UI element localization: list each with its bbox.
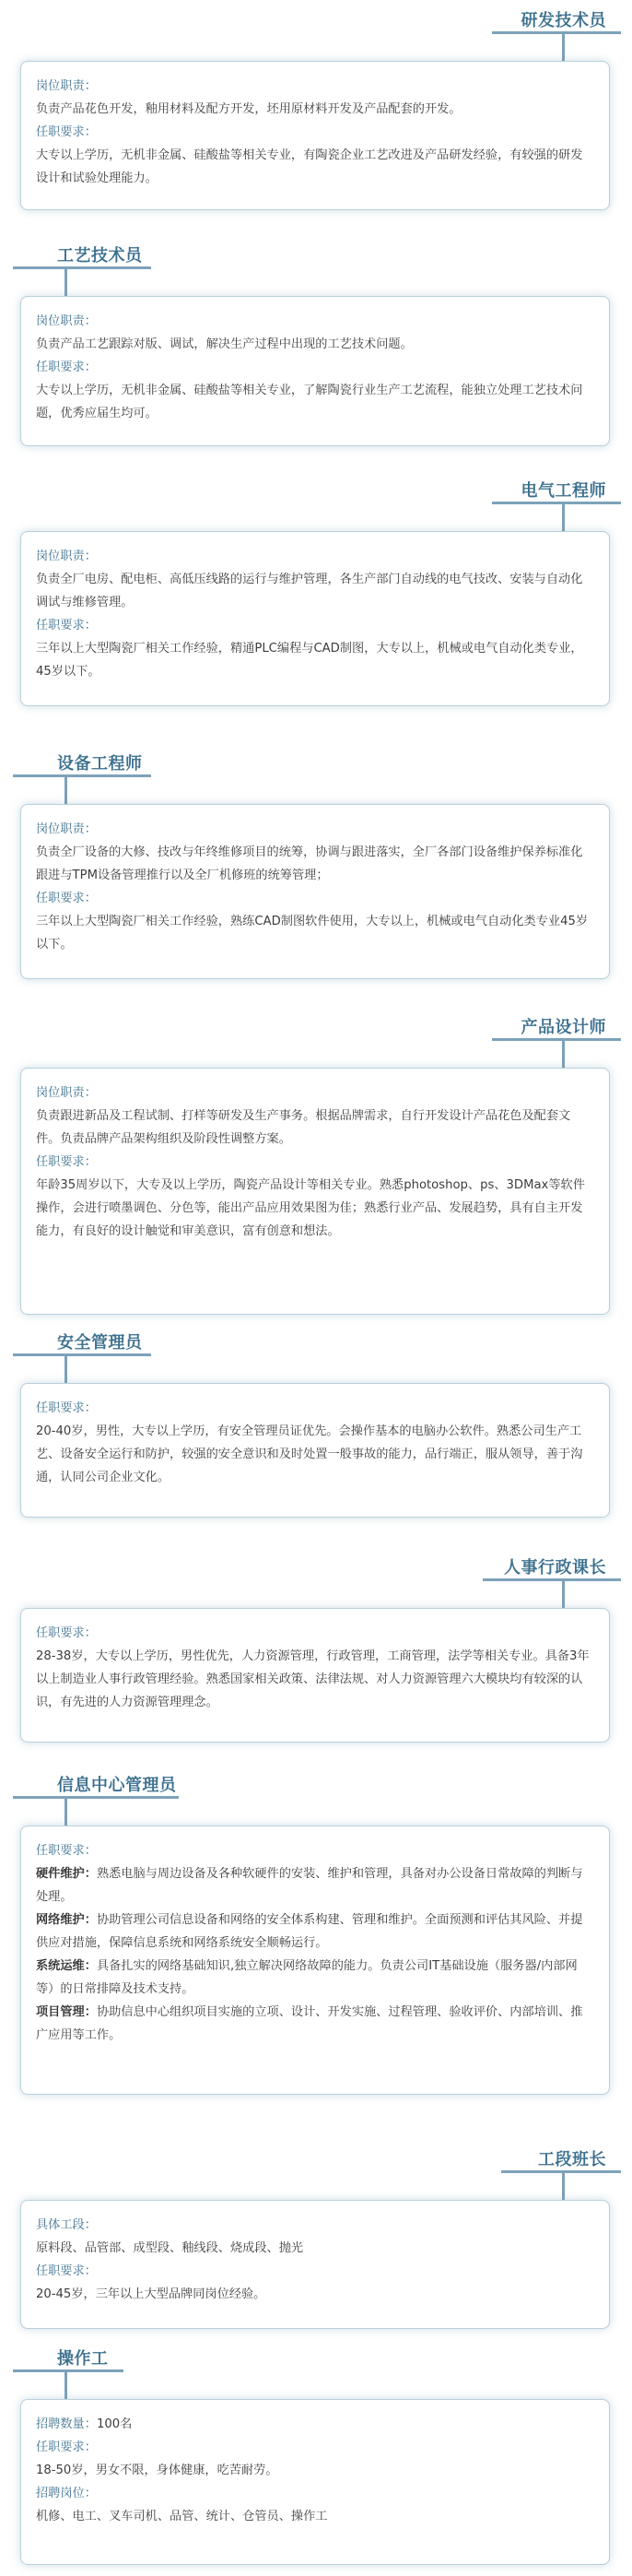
field-text: 负责全厂设备的大修、技改与年终维修项目的统筹，协调与跟进落实，全厂各部门设备维护保养标准化跟进与TPM设备管理推行以及全厂机修班的统筹管理；	[36, 845, 583, 882]
field-label: 任职要求：	[36, 360, 97, 374]
field-text: 大专以上学历，无机非金属、硅酸盐等相关专业，有陶瓷企业工艺改进及产品研发经验，有较强的研发设计和试验处理能力。	[36, 148, 583, 185]
title-underline	[13, 774, 151, 777]
title-underline	[13, 266, 151, 269]
title-underline	[13, 2369, 123, 2372]
title-underline	[13, 1796, 179, 1799]
title-connector	[562, 1038, 565, 1068]
title-underline	[13, 1353, 151, 1356]
duty-label: 系统运维：	[36, 1959, 97, 1973]
job-title: 操作工	[57, 2349, 109, 2369]
job-card	[20, 1383, 610, 1518]
job-title: 电气工程师	[521, 481, 606, 501]
duty-text: 熟悉电脑与周边设备及各种软硬件的安装、维护和管理，具备对办公设备日常故障的判断与处理。	[36, 1867, 583, 1904]
job-card	[20, 2399, 610, 2565]
title-underline	[492, 31, 621, 34]
job-card	[20, 296, 610, 446]
field-text: 三年以上大型陶瓷厂相关工作经验，熟练CAD制图软件使用，大专以上，机械或电气自动化类专业45岁以下。	[36, 915, 589, 951]
field-label: 具体工段：	[36, 2218, 97, 2232]
field-text: 年龄35周岁以下，大专及以上学历，陶瓷产品设计等相关专业。熟悉photoshop、ps、3DMax等软件操作，会进行喷墨调色、分色等，能出产品应用效果图为佳；熟悉行业产品、发展趋势，具有自主开发能力，有良好的设计触觉和审美意识，富有创意和想法。	[36, 1178, 585, 1238]
field-text: 20-45岁，三年以上大型品牌同岗位经验。	[36, 2287, 266, 2301]
headcount-line	[36, 2413, 594, 2436]
title-underline	[501, 2170, 621, 2173]
field-label: 任职要求：	[36, 1844, 97, 1858]
duty-text: 协助管理公司信息设备和网络的安全体系构建、管理和维护。全面预测和评估其风险、并提供应对措施，保障信息系统和网络系统安全顺畅运行。	[36, 1913, 583, 1950]
title-connector	[64, 2369, 67, 2399]
job-card	[20, 1068, 610, 1315]
field-text: 原料段、品管部、成型段、釉线段、烧成段、抛光	[36, 2241, 304, 2255]
title-underline	[492, 1038, 621, 1041]
job-title: 设备工程师	[57, 754, 143, 774]
field-label: 任职要求：	[36, 1401, 97, 1415]
title-connector	[562, 31, 565, 61]
job-title: 研发技术员	[521, 11, 606, 30]
duty-network	[36, 1908, 594, 1955]
field-label: 岗位职责：	[36, 314, 97, 328]
field-label: 任职要求：	[36, 892, 97, 905]
job-title: 信息中心管理员	[57, 1776, 177, 1795]
duty-label: 硬件维护：	[36, 1867, 97, 1881]
field-text: 20-40岁，男性，大专以上学历，有安全管理员证优先。会操作基本的电脑办公软件。熟悉公司生产工艺、设备安全运行和防护，较强的安全意识和及时处置一般事故的能力，品行端正，服从领导，善于沟通，认同公司企业文化。	[36, 1424, 583, 1484]
field-label: 任职要求：	[36, 125, 97, 139]
job-card	[20, 1608, 610, 1743]
job-title: 安全管理员	[57, 1333, 143, 1353]
duty-text: 协助信息中心组织项目实施的立项、设计、开发实施、过程管理、验收评价、内部培训、推广应用等工作。	[36, 2005, 583, 2042]
field-text: 负责产品工艺跟踪对版、调试，解决生产过程中出现的工艺技术问题。	[36, 337, 413, 351]
title-underline	[492, 502, 621, 504]
field-text: 三年以上大型陶瓷厂相关工作经验，精通PLC编程与CAD制图，大专以上，机械或电气自动化类专业，45岁以下。	[36, 642, 583, 679]
duty-label: 网络维护：	[36, 1913, 97, 1927]
duty-project	[36, 2001, 594, 2047]
field-label: 招聘数量：	[36, 2417, 97, 2431]
field-label: 任职要求：	[36, 1626, 97, 1640]
field-text: 负责产品花色开发，釉用材料及配方开发，坯用原材料开发及产品配套的开发。	[36, 102, 462, 116]
title-connector	[64, 1796, 67, 1826]
job-card	[20, 531, 610, 706]
field-text: 大专以上学历，无机非金属、硅酸盐等相关专业，了解陶瓷行业生产工艺流程，能独立处理工艺技术问题，优秀应届生均可。	[36, 384, 583, 420]
job-card	[20, 61, 610, 210]
job-title: 工艺技术员	[57, 246, 143, 266]
title-connector	[562, 2170, 565, 2200]
field-label: 岗位职责：	[36, 79, 97, 93]
field-label: 任职要求：	[36, 619, 97, 632]
job-title: 人事行政课长	[504, 1558, 606, 1578]
field-text: 100名	[96, 2417, 133, 2431]
title-connector	[562, 502, 565, 531]
duty-system	[36, 1955, 594, 2001]
field-label: 任职要求：	[36, 2440, 97, 2454]
field-text: 28-38岁，大专以上学历，男性优先，人力资源管理，行政管理，工商管理，法学等相关专业。具备3年以上制造业人事行政管理经验。熟悉国家相关政策、法律法规、对人力资源管理六大模块均有较深的认识，有先进的人力资源管理理念。	[36, 1649, 590, 1709]
title-connector	[64, 266, 67, 296]
title-connector	[64, 774, 67, 804]
field-label: 岗位职责：	[36, 549, 97, 563]
title-connector	[562, 1578, 565, 1608]
job-card	[20, 2200, 610, 2329]
field-text: 负责全厂电房、配电柜、高低压线路的运行与维护管理，各生产部门自动线的电气技改、安装与自动化调试与维修管理。	[36, 573, 583, 609]
field-text: 机修、电工、叉车司机、品管、统计、仓管员、操作工	[36, 2510, 328, 2523]
job-card	[20, 804, 610, 979]
field-label: 招聘岗位：	[36, 2487, 97, 2500]
field-label: 岗位职责：	[36, 822, 97, 836]
title-underline	[483, 1578, 621, 1581]
field-label: 岗位职责：	[36, 1086, 97, 1100]
job-title: 产品设计师	[521, 1018, 606, 1037]
title-connector	[64, 1353, 67, 1383]
field-label: 任职要求：	[36, 1155, 97, 1169]
job-title: 工段班长	[538, 2150, 606, 2169]
duty-text: 具备扎实的网络基础知识,独立解决网络故障的能力。负责公司IT基础设施（服务器/内部网等）的日常排障及技术支持。	[36, 1959, 578, 1996]
field-text: 负责跟进新品及工程试制、打样等研发及生产事务。根据品牌需求，自行开发设计产品花色及配套文件。负责品牌产品架构组织及阶段性调整方案。	[36, 1109, 571, 1146]
field-text: 18-50岁，男女不限，身体健康，吃苦耐劳。	[36, 2464, 278, 2477]
field-label: 任职要求：	[36, 2264, 97, 2278]
duty-label: 项目管理：	[36, 2005, 97, 2019]
job-card	[20, 1826, 610, 2095]
duty-hardware	[36, 1862, 594, 1908]
